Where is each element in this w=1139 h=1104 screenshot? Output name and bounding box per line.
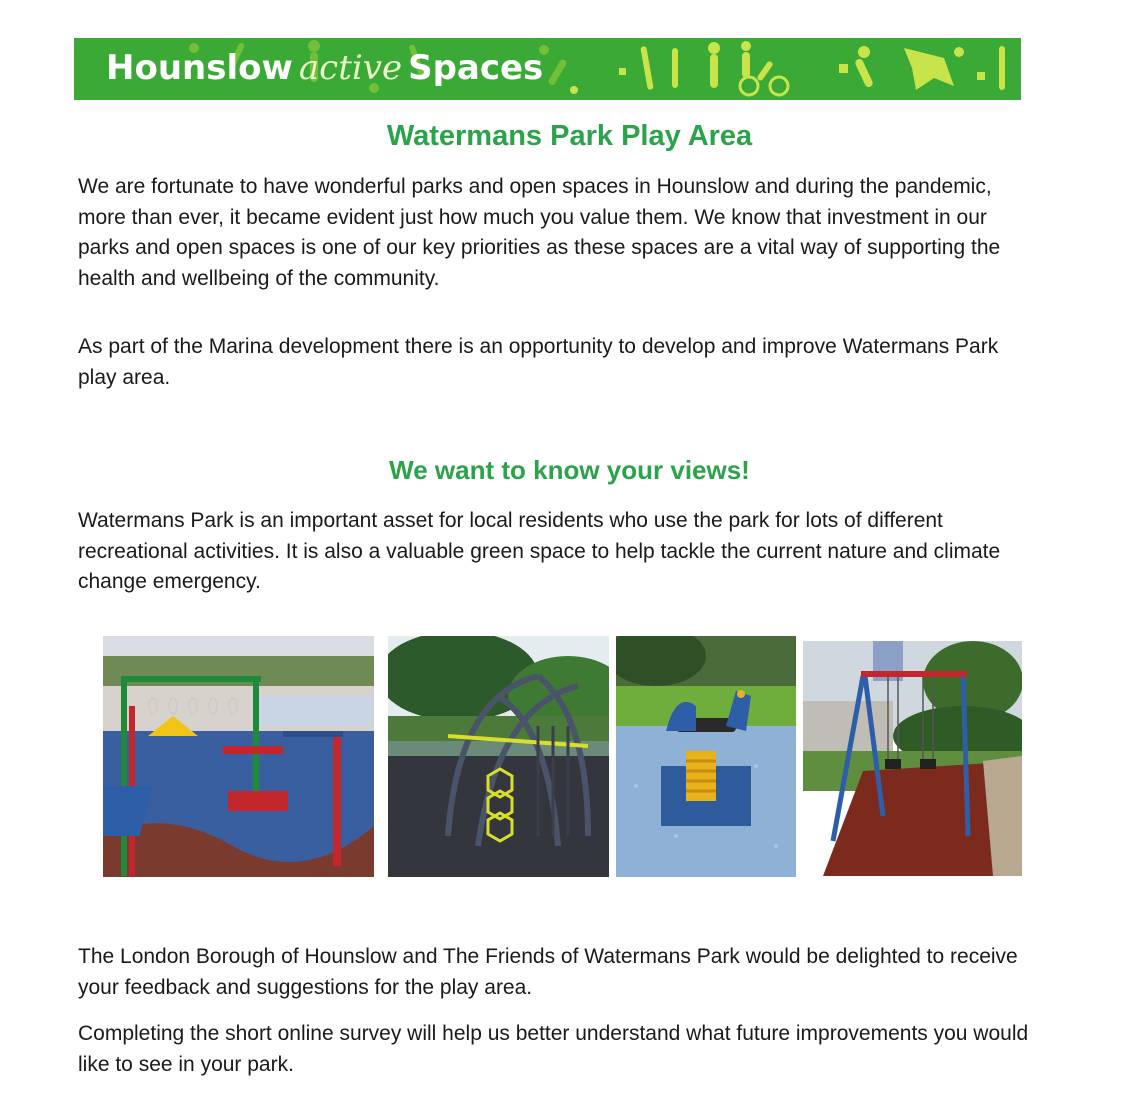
brand-logo-text <box>106 48 543 88</box>
brand-word-spaces: Spaces <box>408 48 544 88</box>
intro-paragraph-2: As part of the Marina development there is an opportunity to develop and improve Watermans Park play area. <box>78 335 999 389</box>
intro-paragraph-1: We are fortunate to have wonderful parks and open spaces in Hounslow and during the pandemic, more than ever, it became evident just how much you value them. We know that investment in our parks and open spaces is one of our key priorities as these spaces are a vital way of supporting the health and wellbeing of the community. <box>78 175 1001 290</box>
closing-paragraph-2: Completing the short online survey will help us better understand what future improvements you would like to see in your park. <box>78 1022 1029 1076</box>
climbing-dome-photo <box>388 636 609 877</box>
climbing-frame-photo <box>103 636 374 877</box>
brand-word-active: active <box>298 48 403 88</box>
spring-rocker-photo <box>616 636 796 877</box>
page-title: Watermans Park Play Area <box>386 120 753 152</box>
header-banner <box>74 38 1021 100</box>
brand-word-hounslow: Hounslow <box>106 48 293 88</box>
views-paragraph: Watermans Park is an important asset for local residents who use the park for lots of different recreational activities. It is also a valuable green space to help tackle the current nature and climate change emergency. <box>78 509 1001 593</box>
section-heading-views: We want to know your views! <box>389 455 750 485</box>
swing-set-photo <box>803 641 1022 876</box>
closing-paragraph-1: The London Borough of Hounslow and The Friends of Watermans Park would be delighted to receive your feedback and suggestions for the play area. <box>78 945 1018 999</box>
